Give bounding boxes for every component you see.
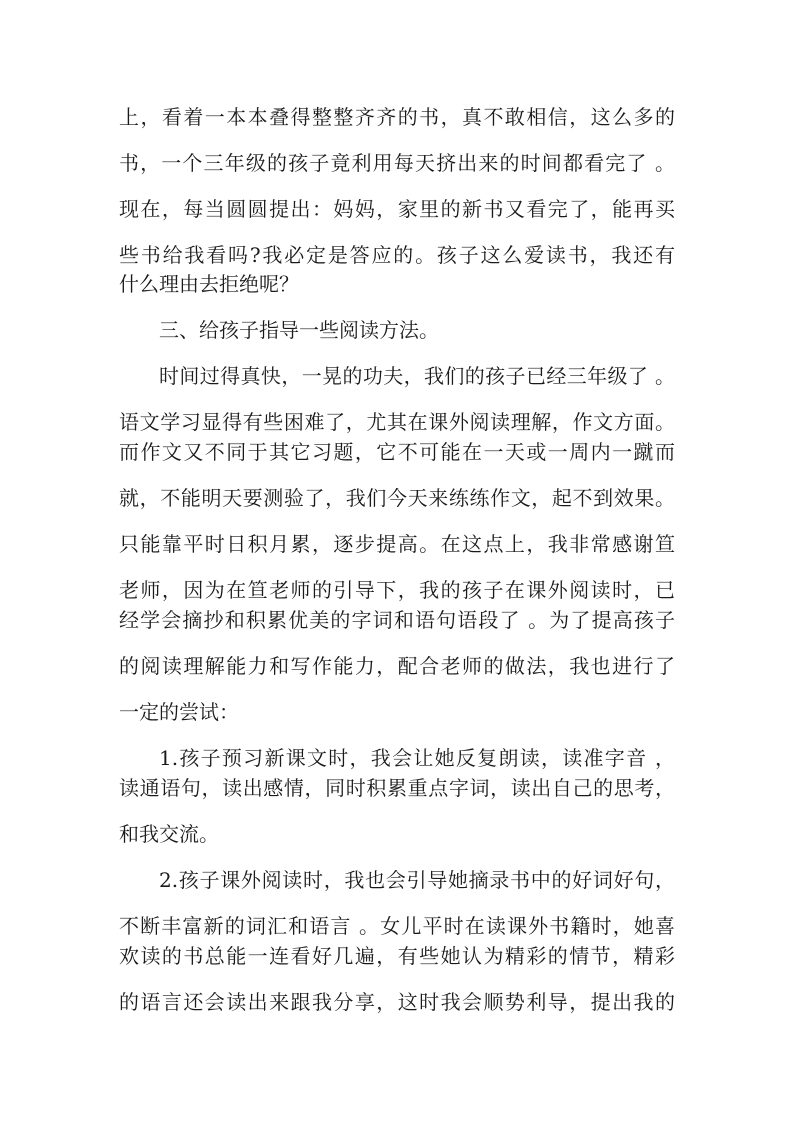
list-item-line: 读通语句，读出感情，同时积累重点字词，读出自己的思考，: [119, 776, 675, 800]
list-item-line: 不断丰富新的词汇和语言 。女儿平时在读课外书籍时，她喜: [119, 914, 675, 938]
list-item-line: 的语言还会读出来跟我分享，这时我会顺势利导，提出我的: [119, 990, 675, 1014]
paragraph-line: 而作文又不同于其它习题，它不可能在一天或一周内一蹴而: [119, 440, 675, 464]
paragraph-line: 老师，因为在笪老师的引导下，我的孩子在课外阅读时，已: [119, 578, 675, 602]
list-item-line: 2.孩子课外阅读时，我也会引导她摘录书中的好词好句，: [159, 868, 675, 892]
list-item-line: 1.孩子预习新课文时，我会让她反复朗读，读准字音 ，: [159, 746, 675, 770]
paragraph-line: 些书给我看吗?我必定是答应的。孩子这么爱读书，我还有: [119, 243, 675, 267]
paragraph-line: 时间过得真快，一晃的功夫，我们的孩子已经三年级了 。: [159, 364, 675, 388]
paragraph-line: 经学会摘抄和积累优美的字词和语句语段了 。为了提高孩子: [119, 608, 675, 632]
paragraph-line: 的阅读理解能力和写作能力，配合老师的做法，我也进行了: [119, 654, 675, 678]
paragraph-line: 上，看着一本本叠得整整齐齐的书，真不敢相信，这么多的: [119, 105, 675, 129]
paragraph-line: 语文学习显得有些困难了，尤其在课外阅读理解，作文方面。: [119, 410, 675, 434]
paragraph-line: 一定的尝试：: [119, 700, 239, 724]
list-item-line: 和我交流。: [119, 822, 219, 846]
paragraph-line: 什么理由去拒绝呢？: [119, 272, 299, 296]
paragraph-line: 书，一个三年级的孩子竟利用每天挤出来的时间都看完了 。: [119, 151, 675, 175]
paragraph-line: 就，不能明天要测验了，我们今天来练练作文，起不到效果。: [119, 486, 675, 510]
section-heading: 三、给孩子指导一些阅读方法。: [159, 318, 439, 342]
paragraph-line: 现在，每当圆圆提出：妈妈，家里的新书又看完了，能再买: [119, 197, 675, 221]
list-item-line: 欢读的书总能一连看好几遍，有些她认为精彩的情节，精彩: [119, 944, 675, 968]
paragraph-line: 只能靠平时日积月累，逐步提高。在这点上，我非常感谢笪: [119, 532, 675, 556]
